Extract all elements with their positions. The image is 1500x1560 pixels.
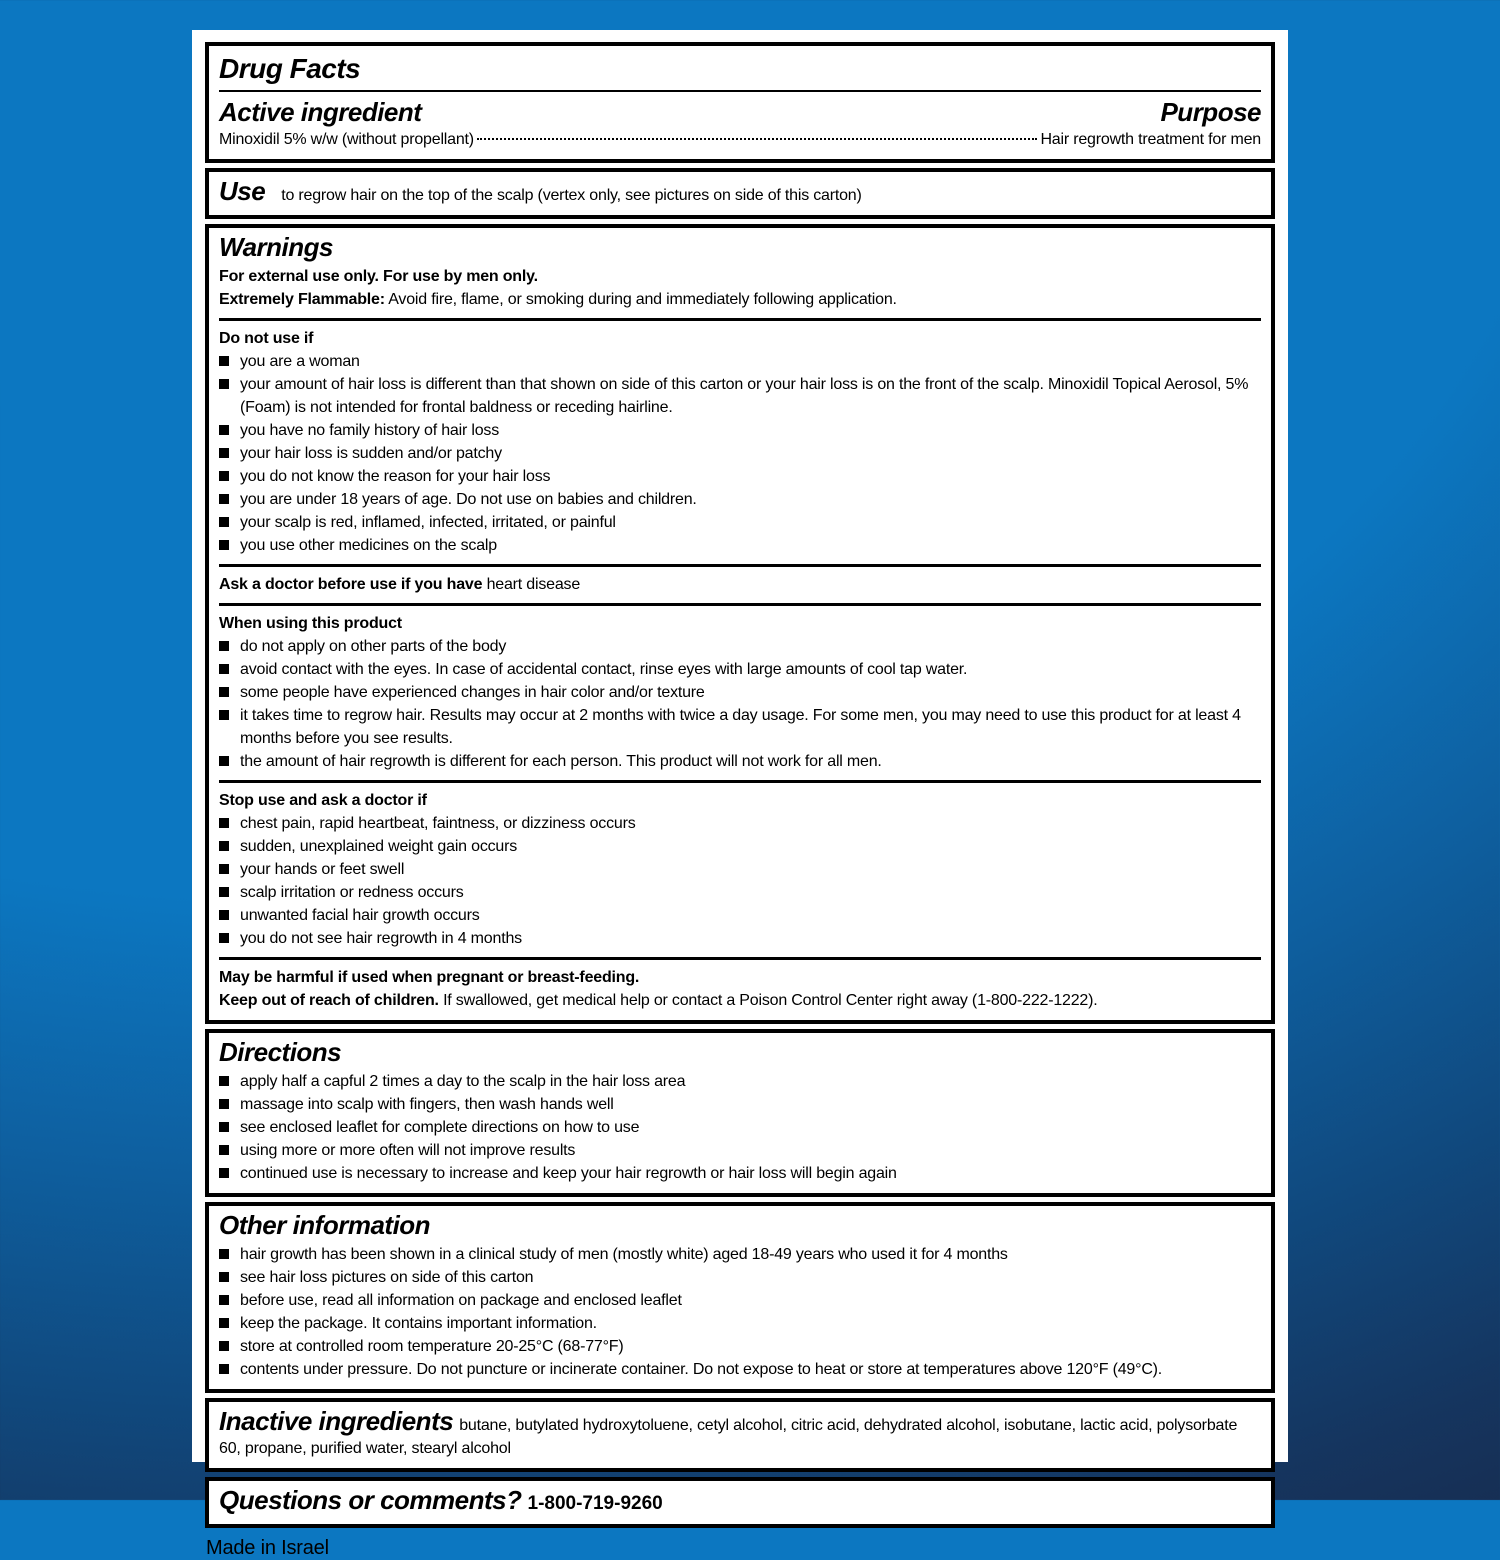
- flammable-text: Avoid fire, flame, or smoking during and immediately following application.: [388, 291, 897, 308]
- ask-doctor-text: heart disease: [486, 576, 581, 593]
- children-text: If swallowed, get medical help or contact a Poison Control Center right away (1-800-222-1222).: [443, 992, 1098, 1009]
- other-information-heading: Other information: [219, 1210, 431, 1240]
- do-not-use-section: [219, 318, 1261, 557]
- directions-list: [219, 1070, 1261, 1185]
- bullet-item: your scalp is red, inflamed, infected, irritated, or painful: [219, 511, 1261, 534]
- bullet-item: chest pain, rapid heartbeat, faintness, or dizziness occurs: [219, 812, 1261, 835]
- other-information-list: [219, 1243, 1261, 1381]
- bullet-item: store at controlled room temperature 20-25°C (68-77°F): [219, 1335, 1261, 1358]
- directions-heading: Directions: [219, 1037, 342, 1067]
- bullet-item: continued use is necessary to increase and keep your hair regrowth or hair loss will begin again: [219, 1162, 1261, 1185]
- drug-facts-panel: [192, 30, 1288, 1559]
- purpose-heading: Purpose: [1160, 97, 1261, 127]
- active-ingredient-name: Minoxidil 5% w/w (without propellant): [219, 131, 474, 148]
- bullet-item: unwanted facial hair growth occurs: [219, 904, 1261, 927]
- bullet-item: scalp irritation or redness occurs: [219, 881, 1261, 904]
- bullet-item: you use other medicines on the scalp: [219, 534, 1261, 557]
- bullet-item: massage into scalp with fingers, then wash hands well: [219, 1093, 1261, 1116]
- flammable-line: [219, 288, 1261, 311]
- children-line: [219, 989, 1261, 1012]
- bullet-item: hair growth has been shown in a clinical study of men (mostly white) aged 18-49 years who used it for 4 months: [219, 1243, 1261, 1266]
- active-ingredient-box: [205, 42, 1275, 163]
- drug-facts-title: Drug Facts: [219, 53, 361, 84]
- bullet-item: some people have experienced changes in hair color and/or texture: [219, 681, 1261, 704]
- active-ingredient-header-row: [219, 97, 1261, 128]
- directions-box: [205, 1029, 1275, 1197]
- bullet-item: your amount of hair loss is different than that shown on side of this carton or your hair loss is on the front of the scalp. Minoxidil Topical Aerosol, 5% (Foam) is not intended for frontal baldness or receding hairline.: [219, 373, 1261, 419]
- questions-phone: 1-800-719-9260: [527, 1493, 663, 1514]
- bullet-item: it takes time to regrow hair. Results may occur at 2 months with twice a day usage. For some men, you may need to use this product for at least 4 months before you see results.: [219, 704, 1261, 750]
- purpose-value: Hair regrowth treatment for men: [1040, 131, 1261, 148]
- do-not-use-heading: Do not use if: [219, 330, 314, 347]
- ask-doctor-line: [219, 573, 1261, 596]
- warnings-box: [205, 224, 1275, 1024]
- ask-doctor-section: [219, 564, 1261, 596]
- bullet-item: using more or more often will not improve results: [219, 1139, 1261, 1162]
- bullet-item: you are a woman: [219, 350, 1261, 373]
- active-ingredient-heading: Active ingredient: [219, 97, 422, 127]
- use-text: to regrow hair on the top of the scalp (vertex only, see pictures on side of this carton): [281, 187, 862, 204]
- bullet-item: sudden, unexplained weight gain occurs: [219, 835, 1261, 858]
- dotted-leader: [477, 138, 1038, 140]
- inactive-ingredients-text: butane, butylated hydroxytoluene, cetyl alcohol, citric acid, dehydrated alcohol, isobutane, lactic acid, polysorbate 60, propane, purified water, stearyl alcohol: [219, 1417, 1238, 1457]
- title-divider: [219, 90, 1261, 92]
- bullet-item: avoid contact with the eyes. In case of accidental contact, rinse eyes with large amounts of cool tap water.: [219, 658, 1261, 681]
- bullet-item: the amount of hair regrowth is different for each person. This product will not work for all men.: [219, 750, 1261, 773]
- made-in-text: Made in Israel: [206, 1537, 329, 1559]
- bullet-item: contents under pressure. Do not puncture or incinerate container. Do not expose to heat or store at temperatures above 120°F (49°C).: [219, 1358, 1261, 1381]
- stop-use-section: [219, 780, 1261, 950]
- bullet-item: do not apply on other parts of the body: [219, 635, 1261, 658]
- bullet-item: see hair loss pictures on side of this carton: [219, 1266, 1261, 1289]
- when-using-section: [219, 603, 1261, 773]
- external-use-line: For external use only. For use by men only.: [219, 268, 538, 285]
- bullet-item: you are under 18 years of age. Do not use on babies and children.: [219, 488, 1261, 511]
- bullet-item: apply half a capful 2 times a day to the scalp in the hair loss area: [219, 1070, 1261, 1093]
- bullet-item: you do not know the reason for your hair loss: [219, 465, 1261, 488]
- ask-doctor-bold: Ask a doctor before use if you have: [219, 576, 483, 593]
- pregnant-line: May be harmful if used when pregnant or breast-feeding.: [219, 969, 640, 986]
- flammable-label: Extremely Flammable:: [219, 291, 385, 308]
- bullet-item: before use, read all information on package and enclosed leaflet: [219, 1289, 1261, 1312]
- use-box: [205, 168, 1275, 219]
- bullet-item: see enclosed leaflet for complete directions on how to use: [219, 1116, 1261, 1139]
- questions-heading: Questions or comments?: [219, 1485, 522, 1515]
- bullet-item: you do not see hair regrowth in 4 months: [219, 927, 1261, 950]
- inactive-ingredients-heading: Inactive ingredients: [219, 1406, 454, 1436]
- when-using-heading: When using this product: [219, 615, 402, 632]
- bullet-item: your hair loss is sudden and/or patchy: [219, 442, 1261, 465]
- stop-use-list: [219, 812, 1261, 950]
- other-information-box: [205, 1202, 1275, 1393]
- active-ingredient-row: [219, 128, 1261, 151]
- bullet-item: keep the package. It contains important information.: [219, 1312, 1261, 1335]
- stop-use-heading: Stop use and ask a doctor if: [219, 792, 427, 809]
- bullet-item: you have no family history of hair loss: [219, 419, 1261, 442]
- use-heading: Use: [219, 176, 266, 206]
- children-bold: Keep out of reach of children.: [219, 992, 439, 1009]
- when-using-list: [219, 635, 1261, 773]
- inactive-ingredients-line: [219, 1406, 1261, 1460]
- bullet-item: your hands or feet swell: [219, 858, 1261, 881]
- use-row: [219, 176, 1261, 207]
- warnings-heading: Warnings: [219, 232, 333, 262]
- questions-line: [219, 1485, 1261, 1516]
- questions-box: [205, 1477, 1275, 1528]
- inactive-ingredients-box: [205, 1398, 1275, 1472]
- pregnancy-section: [219, 957, 1261, 1012]
- do-not-use-list: [219, 350, 1261, 557]
